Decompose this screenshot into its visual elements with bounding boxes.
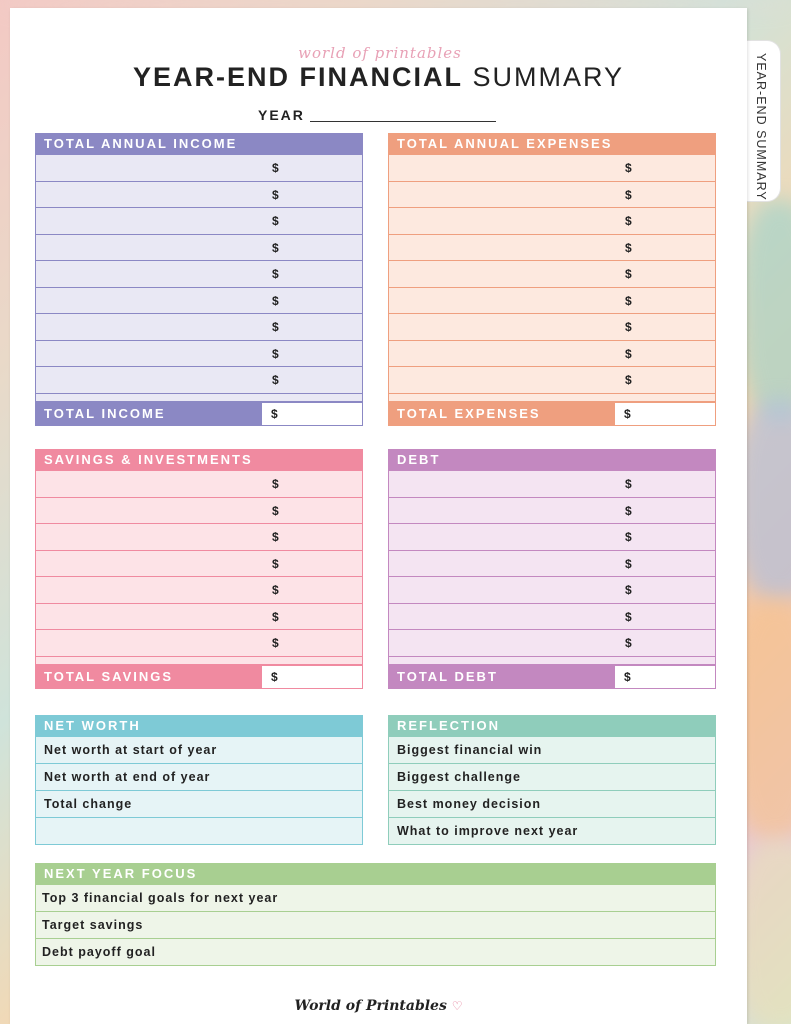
dollar-sign: $ <box>272 293 279 308</box>
expense-row[interactable] <box>389 341 715 368</box>
dollar-sign: $ <box>272 556 279 571</box>
dollar-sign: $ <box>625 477 632 491</box>
dollar-sign: $ <box>272 583 279 597</box>
expense-row[interactable] <box>389 155 715 182</box>
income-header: TOTAL ANNUAL INCOME <box>35 133 363 155</box>
title-bold: YEAR-END FINANCIAL <box>132 62 463 92</box>
expense-row[interactable] <box>389 235 715 262</box>
dollar-sign: $ <box>625 267 632 281</box>
net-worth-rows <box>35 737 363 845</box>
dollar-sign: $ <box>271 669 278 684</box>
savings-header: SAVINGS & INVESTMENTS <box>35 449 363 471</box>
next-year-section <box>35 863 716 966</box>
dollar-sign: $ <box>625 636 632 650</box>
dollar-sign: $ <box>625 187 632 202</box>
debt-row[interactable] <box>389 524 715 551</box>
dollar-sign: $ <box>271 406 278 421</box>
expenses-section <box>388 133 716 426</box>
row-spacer <box>389 394 715 402</box>
dollar-sign: $ <box>272 530 279 544</box>
dollar-sign: $ <box>272 214 279 228</box>
row-spacer <box>36 394 362 402</box>
debt-total-label: TOTAL DEBT <box>388 665 615 689</box>
savings-row[interactable] <box>36 577 362 604</box>
dollar-sign: $ <box>625 373 632 387</box>
dollar-sign: $ <box>625 240 632 255</box>
page-title <box>10 62 747 93</box>
debt-row[interactable] <box>389 577 715 604</box>
income-row[interactable] <box>36 155 362 182</box>
savings-row[interactable] <box>36 604 362 631</box>
expense-row[interactable] <box>389 208 715 235</box>
savings-total-row <box>35 665 363 689</box>
next-year-row[interactable]: Debt payoff goal <box>36 939 715 966</box>
year-label: YEAR <box>258 107 305 123</box>
dollar-sign: $ <box>625 214 632 228</box>
footer-brand-text: World of Printables <box>294 998 447 1014</box>
expenses-total-row <box>388 402 716 426</box>
debt-row[interactable] <box>389 604 715 631</box>
reflection-rows <box>388 737 716 845</box>
reflection-row[interactable]: What to improve next year <box>389 818 715 845</box>
savings-section <box>35 449 363 689</box>
dollar-sign: $ <box>624 669 631 684</box>
side-tab <box>745 40 781 202</box>
dollar-sign: $ <box>625 609 632 624</box>
reflection-row[interactable]: Best money decision <box>389 791 715 818</box>
row-spacer <box>389 657 715 665</box>
dollar-sign: $ <box>624 406 631 421</box>
debt-row[interactable] <box>389 551 715 578</box>
row-spacer <box>36 657 362 665</box>
expenses-total-field[interactable] <box>615 402 716 426</box>
expense-row[interactable] <box>389 367 715 394</box>
dollar-sign: $ <box>272 187 279 202</box>
expense-row[interactable] <box>389 314 715 341</box>
income-section <box>35 133 363 426</box>
dollar-sign: $ <box>625 503 632 518</box>
heart-icon: ♡ <box>451 999 463 1013</box>
income-row[interactable] <box>36 341 362 368</box>
next-year-row[interactable]: Target savings <box>36 912 715 939</box>
year-input-line[interactable] <box>310 121 496 122</box>
net-worth-row[interactable] <box>36 818 362 845</box>
income-rows <box>35 155 363 402</box>
savings-row[interactable] <box>36 471 362 498</box>
dollar-sign: $ <box>625 556 632 571</box>
income-total-field[interactable] <box>262 402 363 426</box>
worksheet-page <box>10 8 747 1024</box>
net-worth-row[interactable]: Net worth at end of year <box>36 764 362 791</box>
income-row[interactable] <box>36 182 362 209</box>
debt-row[interactable] <box>389 498 715 525</box>
income-row[interactable] <box>36 314 362 341</box>
dollar-sign: $ <box>272 503 279 518</box>
debt-total-row <box>388 665 716 689</box>
reflection-row[interactable]: Biggest financial win <box>389 737 715 764</box>
expenses-rows <box>388 155 716 402</box>
expenses-total-label: TOTAL EXPENSES <box>388 402 615 426</box>
savings-total-field[interactable] <box>262 665 363 689</box>
next-year-rows <box>35 885 716 966</box>
savings-total-label: TOTAL SAVINGS <box>35 665 262 689</box>
debt-header: DEBT <box>388 449 716 471</box>
dollar-sign: $ <box>625 530 632 544</box>
savings-row[interactable] <box>36 524 362 551</box>
debt-row[interactable] <box>389 630 715 657</box>
income-row[interactable] <box>36 208 362 235</box>
dollar-sign: $ <box>272 373 279 387</box>
dollar-sign: $ <box>272 240 279 255</box>
net-worth-row[interactable]: Total change <box>36 791 362 818</box>
title-light: SUMMARY <box>472 62 625 92</box>
side-tab-label: YEAR-END SUMMARY <box>754 53 768 201</box>
savings-row[interactable] <box>36 498 362 525</box>
income-row[interactable] <box>36 367 362 394</box>
expense-row[interactable] <box>389 261 715 288</box>
next-year-row[interactable]: Top 3 financial goals for next year <box>36 885 715 912</box>
dollar-sign: $ <box>272 609 279 624</box>
expense-row[interactable] <box>389 288 715 315</box>
dollar-sign: $ <box>272 267 279 281</box>
income-row[interactable] <box>36 235 362 262</box>
reflection-section <box>388 715 716 845</box>
reflection-header: REFLECTION <box>388 715 716 737</box>
debt-row[interactable] <box>389 471 715 498</box>
dollar-sign: $ <box>272 477 279 491</box>
dollar-sign: $ <box>625 293 632 308</box>
next-year-header: NEXT YEAR FOCUS <box>35 863 716 885</box>
debt-section <box>388 449 716 689</box>
expense-row[interactable] <box>389 182 715 209</box>
net-worth-header: NET WORTH <box>35 715 363 737</box>
savings-row[interactable] <box>36 630 362 657</box>
income-row[interactable] <box>36 288 362 315</box>
income-total-row <box>35 402 363 426</box>
income-total-label: TOTAL INCOME <box>35 402 262 426</box>
net-worth-row[interactable]: Net worth at start of year <box>36 737 362 764</box>
dollar-sign: $ <box>625 320 632 334</box>
debt-rows <box>388 471 716 665</box>
dollar-sign: $ <box>272 161 279 175</box>
savings-rows <box>35 471 363 665</box>
footer-logo <box>10 998 747 1014</box>
dollar-sign: $ <box>625 161 632 175</box>
brand-script-logo: world of printables <box>298 44 462 62</box>
reflection-row[interactable]: Biggest challenge <box>389 764 715 791</box>
net-worth-section <box>35 715 363 845</box>
dollar-sign: $ <box>272 636 279 650</box>
expenses-header: TOTAL ANNUAL EXPENSES <box>388 133 716 155</box>
dollar-sign: $ <box>625 346 632 361</box>
debt-total-field[interactable] <box>615 665 716 689</box>
savings-row[interactable] <box>36 551 362 578</box>
dollar-sign: $ <box>272 320 279 334</box>
income-row[interactable] <box>36 261 362 288</box>
dollar-sign: $ <box>625 583 632 597</box>
dollar-sign: $ <box>272 346 279 361</box>
